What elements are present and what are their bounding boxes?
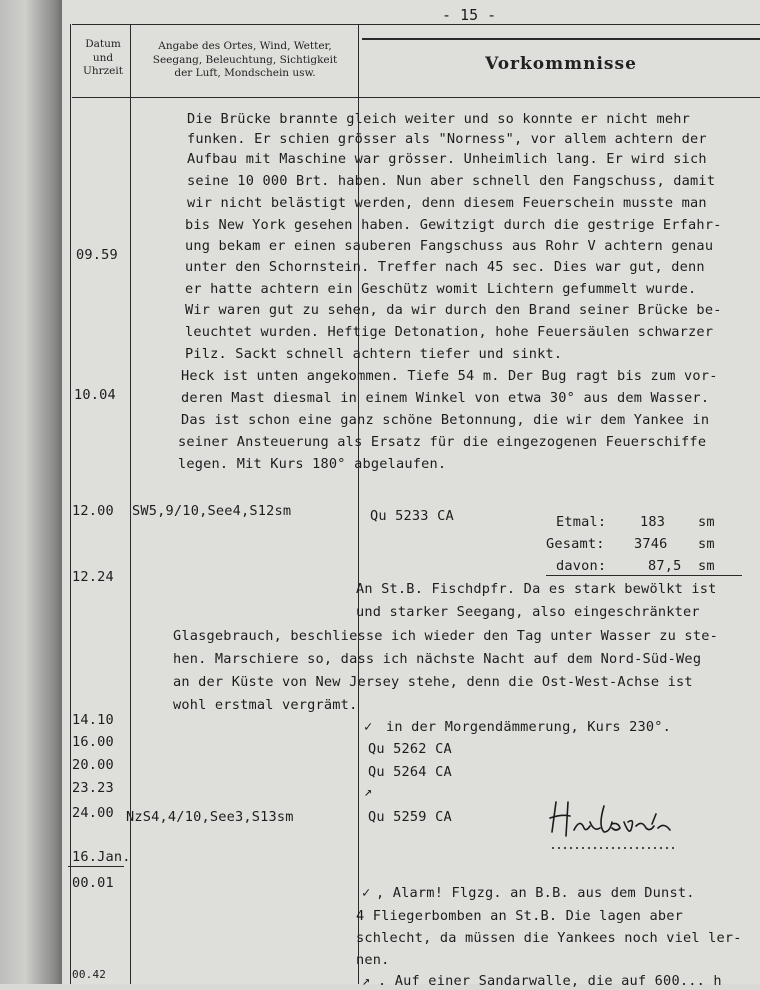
entry-4-line-5: wohl erstmal vergrämt.	[173, 697, 358, 713]
page-number: - 15 -	[442, 6, 497, 24]
signature-drawing	[546, 792, 686, 856]
entry-10-time: 16.Jan.	[72, 849, 131, 865]
entry-4-time: 12.24	[72, 569, 114, 585]
entry-6-time: 16.00	[72, 734, 114, 750]
entry-0-line-2: Aufbau mit Maschine war grösser. Unheimlich lang. Er wird sich	[187, 151, 707, 167]
arrow-mark: ↗	[364, 784, 373, 800]
entry-11-line-0: , Alarm! Flgzg. an B.B. aus dem Dunst.	[376, 885, 695, 901]
entry-2-line-1: deren Mast diesmal in einem Winkel von etwa 30° aus dem Wasser.	[181, 390, 710, 406]
entry-12-time: 00.42	[72, 968, 107, 981]
distance-underline	[546, 575, 742, 576]
scan-binding-shadow	[0, 0, 62, 984]
entry-4-line-1: und starker Seegang, also eingeschränkter	[356, 604, 700, 620]
entry-1-line-3: er hatte achtern ein Geschütz womit Lichtern gefummelt wurde.	[185, 281, 697, 297]
entry-0-line-4: wir nicht belästigt werden, denn diesem Feuerschein musste man	[187, 195, 707, 211]
etmal-unit: sm	[698, 514, 715, 530]
entry-1-line-0: bis New York gesehen haben. Gewitzigt durch die gestrige Erfahr-	[185, 217, 722, 233]
entry-7-line-0: Qu 5264 CA	[368, 764, 452, 780]
davon-label: davon:	[556, 558, 607, 574]
signature	[546, 792, 686, 860]
header-top-rule-2	[362, 38, 760, 40]
header-top-rule	[72, 24, 760, 25]
entry-11-time: 00.01	[72, 875, 114, 891]
entry-11-line-3: nen.	[356, 952, 390, 968]
entry-0-line-0: Die Brücke brannte gleich weiter und so konnte er nicht mehr	[187, 111, 691, 127]
entry-9-line-0: Qu 5259 CA	[368, 809, 452, 825]
etmal-label: Etmal:	[556, 514, 607, 530]
check-mark-2: ✓	[362, 885, 371, 901]
entry-1-line-4: Wir waren gut zu sehen, da wir durch den Brand seiner Brücke be-	[185, 302, 722, 318]
davon-value: 87,5	[648, 558, 682, 574]
entry-11-line-1: 4 Fliegerbomben an St.B. Die lagen aber	[356, 908, 683, 924]
entry-0-line-3: seine 10 000 Brt. haben. Nun aber schnell den Fangschuss, damit	[187, 173, 716, 189]
gesamt-value: 3746	[634, 536, 668, 552]
entry-7-time: 20.00	[72, 757, 114, 773]
header-bottom-rule	[72, 97, 760, 98]
entry-4-line-4: an der Küste von New Jersey stehe, denn die Ost-West-Achse ist	[173, 674, 693, 690]
entry-11-line-2: schlecht, da müssen die Yankees noch viel ler-	[356, 930, 742, 946]
entry-5-line-0: in der Morgendämmerung, Kurs 230°.	[386, 719, 672, 735]
gesamt-unit: sm	[698, 536, 715, 552]
entry-2-line-4: legen. Mit Kurs 180° abgelaufen.	[178, 456, 447, 472]
entry-3-line-0: Qu 5233 CA	[370, 508, 454, 524]
header-vorkommnisse: Vorkommnisse	[485, 54, 637, 74]
etmal-value: 183	[640, 514, 666, 530]
entry-1-line-5: leuchtet wurden. Heftige Detonation, hohe Feuersäulen schwarzer	[185, 324, 714, 340]
entry-9-time: 24.00	[72, 805, 114, 821]
entry-1-line-2: unter den Schornstein. Treffer nach 45 sec. Dies war gut, denn	[185, 259, 705, 275]
header-datum: Datum und Uhrzeit	[83, 38, 123, 77]
entry-4-line-3: hen. Marschiere so, dass ich nächste Nacht auf dem Nord-Süd-Weg	[173, 651, 702, 667]
entry-6-line-0: Qu 5262 CA	[368, 741, 452, 757]
entry-3-place: SW5,9/10,See4,S12sm	[132, 503, 292, 519]
entry-0-line-1: funken. Er schien grösser als "Norness", vor allem achtern der	[187, 131, 707, 147]
header-angabe: Angabe des Ortes, Wind, Wetter, Seegang, Beleuchtung, Sichtigkeit der Luft, Mondschein usw.	[152, 40, 338, 79]
arrow-mark-2: ↗	[362, 973, 371, 989]
check-mark: ✓	[364, 719, 373, 735]
entry-3-time: 12.00	[72, 503, 114, 519]
entry-1-time: 09.59	[76, 247, 118, 263]
entry-1-line-6: Pilz. Sackt schnell achtern tiefer und sinkt.	[185, 346, 563, 362]
entry-2-time: 10.04	[74, 387, 116, 403]
entry-9-place: NzS4,4/10,See3,S13sm	[126, 809, 294, 825]
gesamt-label: Gesamt:	[546, 536, 605, 552]
entry-8-time: 23.23	[72, 780, 114, 796]
entry-12-line-0: . Auf einer Sandarwalle, die auf 600... h	[378, 973, 722, 989]
date-underline	[68, 866, 124, 867]
col2-divider	[358, 24, 359, 984]
entry-1-line-1: ung bekam er einen sauberen Fangschuss aus Rohr V achtern genau	[185, 238, 714, 254]
entry-2-line-0: Heck ist unten angekommen. Tiefe 54 m. Der Bug ragt bis zum vor-	[181, 368, 718, 384]
entry-2-line-2: Das ist schon eine ganz schöne Betonnung, die wir dem Yankee in	[181, 412, 710, 428]
entry-2-line-3: seiner Ansteuerung als Ersatz für die eingezogenen Feuerschiffe	[178, 434, 707, 450]
entry-4-line-2: Glasgebrauch, beschliesse ich wieder den Tag unter Wasser zu ste-	[173, 628, 718, 644]
entry-5-time: 14.10	[72, 712, 114, 728]
davon-unit: sm	[698, 558, 715, 574]
entry-4-line-0: An St.B. Fischdpfr. Da es stark bewölkt ist	[356, 581, 717, 597]
